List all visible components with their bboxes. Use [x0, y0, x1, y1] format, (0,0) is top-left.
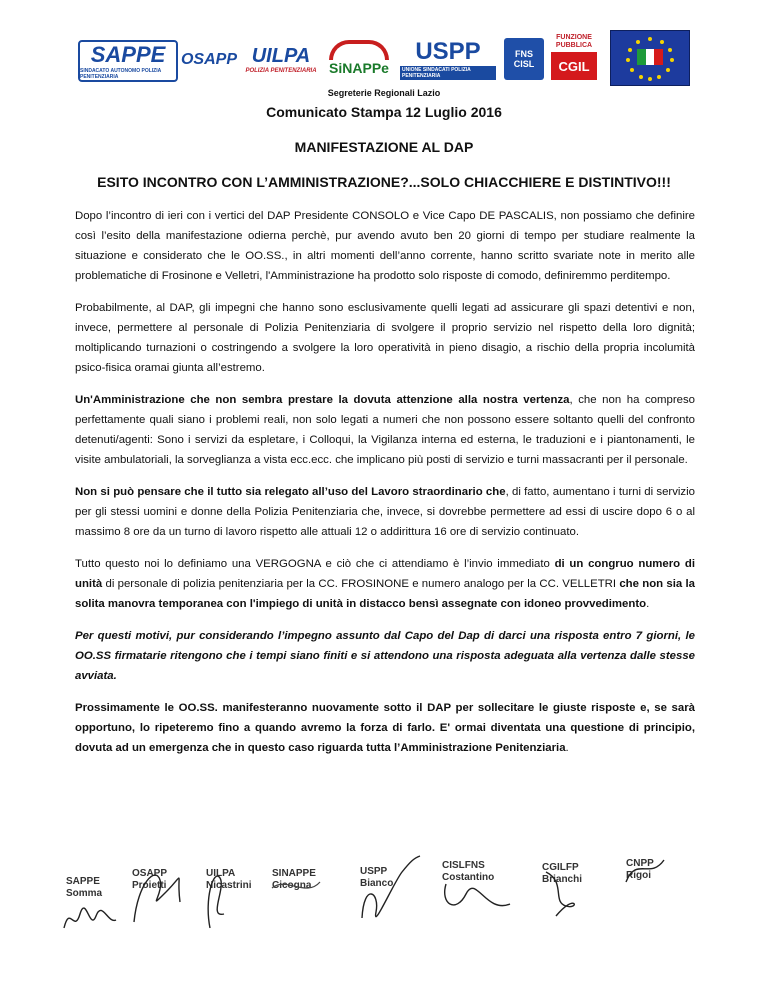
italian-flag-icon	[637, 49, 663, 65]
paragraph-5-text-a: Tutto questo noi lo definiamo una VERGOGNA e ciò che ci attendiamo è l’invio immediato	[75, 558, 555, 570]
signatory-cnpp	[626, 858, 654, 882]
sinappe-arc-shape	[329, 40, 389, 60]
signatory-org: CNPP	[626, 858, 654, 869]
sappe-logo-text: SAPPE	[90, 42, 166, 67]
signatory-org: SAPPE	[66, 876, 100, 887]
handwritten-signature-icon	[60, 894, 120, 944]
signatory-name: Brianchi	[542, 874, 583, 885]
paragraph-5-bold-b: di un congruo numero di unità	[75, 558, 695, 590]
uspp-logo-text: USPP	[415, 38, 481, 65]
signatory-name: Cicogna	[272, 880, 312, 891]
uspp-logo-sub: UNIONE SINDACATI POLIZIA PENITENZIARIA	[400, 66, 496, 80]
uilpa-logo-text: UILPA	[251, 44, 311, 67]
paragraph-6	[75, 626, 695, 686]
signatory-sappe	[66, 876, 102, 900]
signatory-cislfns	[442, 860, 494, 884]
osapp-logo	[180, 38, 238, 82]
handwritten-signature-icon	[354, 852, 424, 922]
paragraph-5-text-c: di personale di polizia penitenziaria per la CC. FROSINONE e numero analogo per la CC. VELLETRI	[102, 578, 620, 590]
fns-cisl-logo	[504, 38, 544, 80]
signatory-name: Proietti	[132, 880, 167, 891]
uilpa-logo-sub: POLIZIA PENITENZIARIA	[245, 67, 317, 74]
press-release-body	[75, 206, 695, 770]
handwritten-signature-icon	[200, 858, 250, 938]
signatures-block	[58, 858, 718, 958]
cgil-logo-text: CGIL	[551, 52, 597, 80]
signatory-name: Somma	[66, 888, 103, 899]
cnpp-eu-flag-logo	[610, 30, 690, 86]
signatory-name: Costantino	[442, 872, 495, 883]
paragraph-5-text-e: .	[646, 598, 650, 610]
signatory-osapp	[132, 868, 167, 892]
paragraph-6-bold-italic: Per questi motivi, pur considerando l’impegno assunto dal Capo del Dap di darci una risposta entro 7 giorni, le OO.SS firmatarie ritengono che i tempi siano finiti e si attendono una risposta adeguata alla vertenza dalle stesse avviata.	[75, 630, 695, 682]
signatory-sinappe	[272, 868, 316, 892]
paragraph-5-bold-d: che non sia la solita manovra temporanea con l'impiego di unità in distacco bensì assegnate con idoneo provvedimento	[75, 578, 695, 610]
paragraph-7-end: .	[565, 742, 569, 754]
signatory-org: USPP	[360, 866, 388, 877]
handwritten-signature-icon	[126, 862, 186, 932]
paragraph-5	[75, 554, 695, 614]
handwritten-signature-icon	[436, 864, 516, 924]
handwritten-signature-icon	[266, 868, 326, 908]
osapp-logo-text: OSAPP	[180, 51, 237, 68]
paragraph-2: Probabilmente, al DAP, gli impegni che hanno sono esclusivamente quelli legati ad assicurare gli spazi detentivi e non, invece, permettere al personale di Polizia Penitenziaria di svolgere il proprio servizio nel rispetto della loro dignità; moltiplicando turnazioni o costringendo a svolgere la loro operatività in pieno disagio, a rischio della propria incolumità psico-fisica oramai giunta all’estremo.	[75, 302, 695, 374]
cgil-fp-sub: FUNZIONE PUBBLICA	[555, 34, 593, 49]
signatory-org: SINAPPE	[272, 868, 316, 879]
cgil-fp-logo	[548, 30, 600, 84]
fns-cisl-logo-text: FNS CISL	[513, 49, 535, 69]
headline: ESITO INCONTRO CON L’AMMINISTRAZIONE?...SOLO CHIACCHIERE E DISTINTIVO!!!	[97, 174, 671, 190]
handwritten-signature-icon	[536, 862, 586, 922]
sinappe-logo	[322, 34, 396, 82]
page-title: Comunicato Stampa 12 Luglio 2016	[266, 104, 502, 120]
paragraph-3-bold: Un'Amministrazione che non sembra prestare la dovuta attenzione alla nostra vertenza	[75, 394, 570, 406]
page-subtitle: Segreterie Regionali Lazio	[327, 88, 441, 98]
paragraph-7-bold: Prossimamente le OO.SS. manifesteranno nuovamente sotto il DAP per sollecitare le giuste risposte e, se sarà opportuno, lo ripeteremo fino a quando avremo la forza di farlo. E' ormai diventata una questione di principio, dovuta ad un emergenza che in questo caso riguarda tutta l’Amministrazione Penitenziaria	[75, 702, 695, 754]
sinappe-logo-text: SiNAPPe	[329, 60, 389, 76]
signatory-uspp	[360, 866, 393, 890]
paragraph-3	[75, 390, 695, 470]
paragraph-4-text: , di fatto, aumentano i turni di servizio per gli stessi uomini e donne della Polizia Penitenziaria che, invece, si dovrebbe permettere ad essi di uscire dopo 6 o al massimo 8 ore da un turno di lavoro rispetto alle attuali 12 o addirittura 16 ore di servizio continuato.	[75, 486, 695, 538]
signatory-org: OSAPP	[132, 868, 168, 879]
signatory-org: CISLFNS	[442, 860, 485, 871]
section-heading: MANIFESTAZIONE AL DAP	[294, 139, 474, 155]
paragraph-1: Dopo l’incontro di ieri con i vertici del DAP Presidente CONSOLO e Vice Capo DE PASCALIS, non possiamo che definire così l’esito della manifestazione odierna perchè, pur avendo avuto ben 20 giorni di tempo per studiare realmente la situazione e considerato che le OO.SS., in altri momenti dell’anno corrente, hanno scritto svariate note in merito alle problematiche di Frosinone e Velletri, l'Amministrazione ha prodotto solo risposte di comodo, definiremmo perditempo.	[75, 210, 695, 282]
signatory-name: Nicastrini	[206, 880, 252, 891]
signatory-org: CGILFP	[542, 862, 579, 873]
paragraph-4	[75, 482, 695, 542]
signatory-uilpa	[206, 868, 252, 892]
paragraph-3-text: , che non ha compreso perfettamente quali siano i problemi reali, non solo legati a numeri che non possono essere soltanto quelli del confronto detenuti/agenti: Sono i servizi da espletare, i Colloqui, la Vigilanza interna ed esterna, le traduzioni e i piantonamenti, le visite ambulatoriali, la sorveglianza a vista ecc.ecc. che implicano più posti di servizio e turni massacranti per il personale.	[75, 394, 695, 466]
paragraph-4-bold: Non si può pensare che il tutto sia relegato all’uso del Lavoro straordinario che	[75, 486, 506, 498]
signatory-cgilfp	[542, 862, 582, 886]
signatory-org: UILPA	[206, 868, 236, 879]
handwritten-signature-icon	[620, 852, 670, 892]
signatory-name: Rigoi	[626, 870, 651, 881]
sappe-logo	[78, 40, 178, 82]
uspp-logo	[400, 36, 496, 82]
union-logos-row	[78, 30, 690, 86]
sappe-logo-sub: SINDACATO AUTONOMO POLIZIA PENITENZIARIA	[80, 68, 162, 80]
uilpa-logo	[240, 36, 322, 82]
paragraph-7	[75, 698, 695, 758]
signatory-name: Bianco	[360, 878, 394, 889]
